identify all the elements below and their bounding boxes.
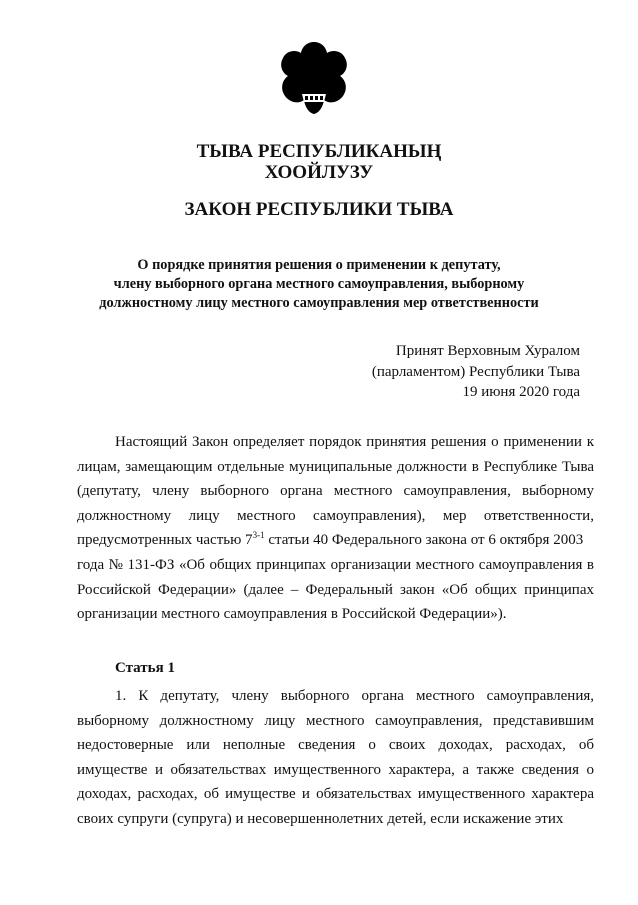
- word: должностному: [77, 507, 172, 524]
- preamble-line: [77, 504, 594, 529]
- preamble-line: организации местного самоуправления в Российской Федерации»).: [77, 606, 507, 623]
- adoption-line-1: Принят Верховным Хуралом: [395, 343, 580, 359]
- republic-name-line1: ТЫВА РЕСПУБЛИКАНЫҢ: [196, 141, 442, 162]
- preamble-text: предусмотренных частью 7: [77, 532, 253, 549]
- article-line: имуществе и обязательствах имущественного характера, а также сведения о: [77, 761, 594, 778]
- word: местного: [237, 507, 296, 524]
- word: ответственности,: [483, 507, 594, 524]
- adoption-block: [372, 341, 580, 403]
- subject-line-3: должностному лицу местного самоуправления мер ответственности: [99, 295, 539, 311]
- preamble-line: Настоящий Закон определяет порядок принятия решения о применении к: [115, 434, 594, 450]
- preamble-paragraph: [77, 430, 594, 627]
- article-1-paragraph: [77, 684, 594, 832]
- preamble-text: статьи 40 Федерального закона от 6 октября 2003: [264, 532, 584, 549]
- article-line: недостоверные или неполные сведения о своих доходах, расходах, об: [77, 737, 594, 754]
- subject-line-1: О порядке принятия решения о применении к депутату,: [137, 257, 501, 273]
- tuva-emblem-icon: [274, 38, 354, 118]
- republic-name-line2: ХООЙЛУЗУ: [264, 162, 374, 183]
- article-line: выборному должностному лицу местного самоуправления, представившим: [77, 712, 594, 729]
- preamble-line: лицам, замещающим отдельные муниципальные должности в Республике Тыва: [77, 458, 594, 475]
- word: лицу: [188, 507, 220, 524]
- preamble-line: (депутату, члену выборного органа местного самоуправления, выборному: [77, 483, 594, 500]
- preamble-line: Российской Федерации» (далее – Федеральный закон «Об общих принципах: [77, 581, 594, 598]
- adoption-line-2: (парламентом) Республики Тыва: [371, 363, 580, 380]
- word: самоуправления),: [313, 507, 426, 524]
- word: мер: [442, 507, 467, 524]
- law-title: ЗАКОН РЕСПУБЛИКИ ТЫВА: [184, 199, 454, 220]
- adoption-date: 19 июня 2020 года: [462, 384, 580, 400]
- article-heading: Статья 1: [115, 660, 175, 676]
- preamble-line: [77, 528, 594, 553]
- article-line: своих супруги (супруга) и несовершеннолетних детей, если искажение этих: [77, 810, 564, 827]
- preamble-line: года № 131-ФЗ «Об общих принципах организации местного самоуправления в: [77, 556, 594, 573]
- superscript: 3-1: [252, 530, 265, 541]
- article-line: 1. К депутату, члену выборного органа местного самоуправления,: [115, 688, 594, 704]
- article-line: доходах, расходах, об имуществе и обязательствах имущественного характера: [77, 786, 594, 803]
- subject-line-2: члену выборного органа местного самоуправления, выборному: [113, 276, 525, 292]
